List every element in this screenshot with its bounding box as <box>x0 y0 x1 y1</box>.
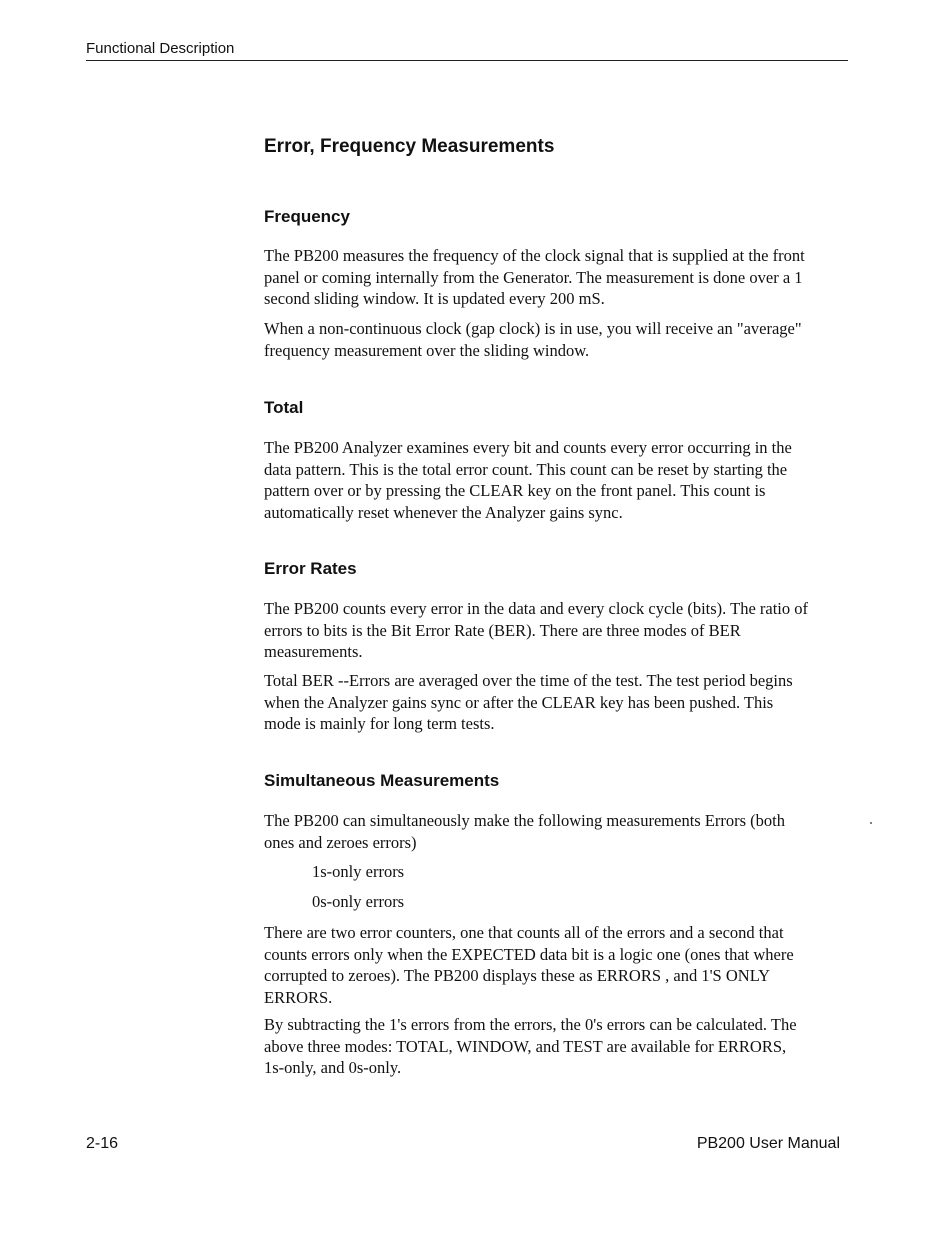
list-item-1s-only: 1s-only errors <box>312 862 405 881</box>
text-line: When a non-continuous clock (gap clock) is in use, you will receive an "average" <box>264 319 802 338</box>
text-line: The PB200 measures the frequency of the clock signal that is supplied at the front <box>264 246 805 265</box>
text-line: ERRORS. <box>264 987 333 1007</box>
text-line: The PB200 can simultaneously make the following measurements Errors (both <box>264 811 786 830</box>
text-line: By subtracting the 1's errors from the errors, the 0's errors can be calculated. The <box>264 1015 797 1034</box>
text-line: ones and zeroes errors) <box>264 832 417 852</box>
text-line: automatically reset whenever the Analyzer gains sync. <box>264 502 623 522</box>
section-heading-total: Total <box>264 398 304 417</box>
page-title: Error, Frequency Measurements <box>264 136 555 157</box>
paragraph-simultaneous-3 <box>264 1014 848 1079</box>
text-line: pattern over or by pressing the CLEAR key on the front panel. This count is <box>264 481 766 500</box>
section-heading-frequency: Frequency <box>264 207 350 226</box>
text-line: There are two error counters, one that counts all of the errors and a second that <box>264 923 784 942</box>
text-line: Total BER --Errors are averaged over the time of the test. The test period begins <box>264 671 793 690</box>
text-line: errors to bits is the Bit Error Rate (BER). There are three modes of BER <box>264 620 741 640</box>
paragraph-error-rates-2 <box>264 670 848 735</box>
paragraph-simultaneous-2 <box>264 922 848 1008</box>
text-line: corrupted to zeroes). The PB200 displays these as ERRORS , and 1'S ONLY <box>264 966 771 985</box>
text-line: 1s-only, and 0s-only. <box>264 1058 402 1077</box>
text-line: above three modes: TOTAL, WINDOW, and TEST are available for ERRORS, <box>264 1036 787 1056</box>
list-item-0s-only: 0s-only errors <box>312 892 405 911</box>
manual-title: PB200 User Manual <box>696 1135 840 1152</box>
text-line: frequency measurement over the sliding window. <box>264 340 590 360</box>
text-line: counts errors only when the EXPECTED data bit is a logic one (ones that where <box>264 944 794 964</box>
paragraph-frequency-2 <box>264 318 848 361</box>
running-header-title: Functional Description <box>86 40 235 57</box>
text-line: second sliding window. It is updated every 200 mS. <box>264 289 605 308</box>
text-line: The PB200 counts every error in the data and every clock cycle (bits). The ratio of <box>264 599 809 618</box>
text-line: data pattern. This is the total error count. This count can be reset by starting the <box>264 459 788 479</box>
scan-speck <box>870 822 872 824</box>
page-number: 2-16 <box>86 1135 119 1152</box>
paragraph-total-1 <box>264 437 848 523</box>
text-line: panel or coming internally from the Generator. The measurement is done over a 1 <box>264 267 803 287</box>
text-line: mode is mainly for long term tests. <box>264 714 495 733</box>
text-line: The PB200 Analyzer examines every bit and counts every error occurring in the <box>264 438 792 457</box>
text-line: when the Analyzer gains sync or after the CLEAR key has been pushed. This <box>264 692 774 712</box>
paragraph-error-rates-1 <box>264 598 848 663</box>
paragraph-frequency-1 <box>264 245 848 310</box>
text-line: measurements. <box>264 642 363 661</box>
paragraph-simultaneous-1 <box>264 810 848 853</box>
running-header <box>86 40 848 61</box>
section-heading-simultaneous: Simultaneous Measurements <box>264 771 500 790</box>
section-heading-error-rates: Error Rates <box>264 559 357 578</box>
